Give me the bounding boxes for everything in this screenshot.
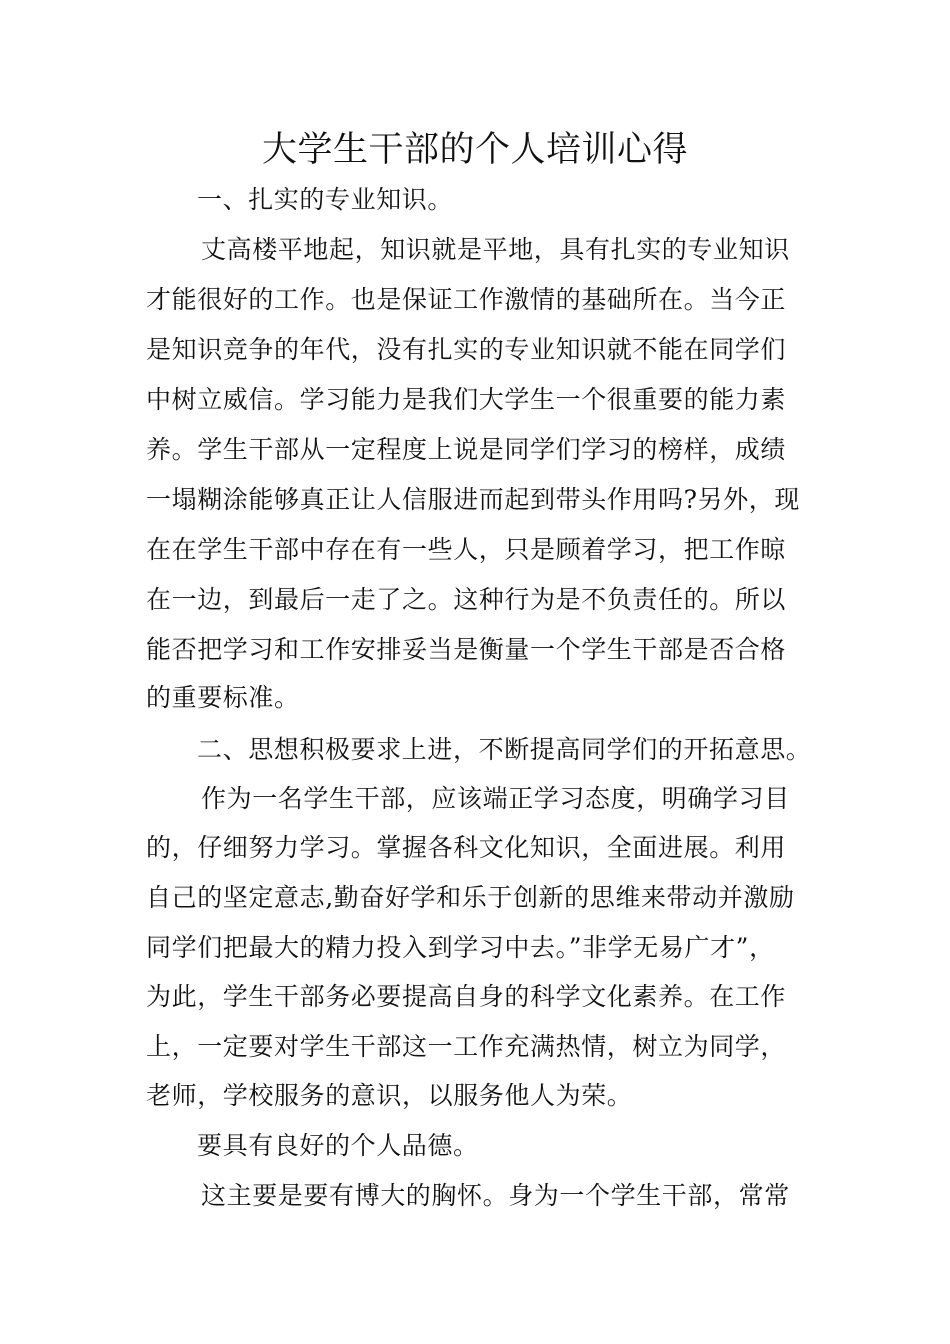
- paragraph-line: 为此，学生干部务必要提高自身的科学文化素养。在工作: [146, 982, 787, 1011]
- paragraph-line: 一塌糊涂能够真正让人信服进而起到带头作用吗?另外，现: [146, 485, 801, 514]
- paragraph-line: 老师，学校服务的意识，以服务他人为荣。: [146, 1081, 633, 1110]
- paragraph-line: 是知识竞争的年代，没有扎实的专业知识就不能在同学们: [146, 335, 787, 364]
- paragraph-line: 的重要标准。: [146, 683, 300, 712]
- section-heading-3: 要具有良好的个人品德。: [197, 1131, 479, 1160]
- paragraph-line: 的，仔细努力学习。掌握各科文化知识，全面进展。利用: [146, 833, 787, 862]
- paragraph-line: 才能很好的工作。也是保证工作激情的基础所在。当今正: [146, 285, 787, 314]
- paragraph-line: 中树立威信。学习能力是我们大学生一个很重要的能力素: [146, 385, 787, 414]
- document-title: 大学生干部的个人培训心得: [261, 130, 688, 170]
- paragraph-line: 丈高楼平地起，知识就是平地，具有扎实的专业知识: [201, 235, 790, 264]
- section-heading-2: 二、思想积极要求上进，不断提高同学们的开拓意思。: [197, 735, 812, 764]
- paragraph-line: 这主要是要有博大的胸怀。身为一个学生干部，常常: [201, 1181, 790, 1210]
- paragraph-line: 养。学生干部从一定程度上说是同学们学习的榜样，成绩: [146, 435, 787, 464]
- section-heading-1: 一、扎实的专业知识。: [197, 185, 454, 214]
- paragraph-line: 在在学生干部中存在有一些人，只是顾着学习，把工作晾: [146, 535, 787, 564]
- paragraph-line: 作为一名学生干部，应该端正学习态度，明确学习目: [201, 784, 790, 813]
- paragraph-line: 上，一定要对学生干部这一工作充满热情，树立为同学，: [146, 1032, 787, 1061]
- paragraph-line: 自己的坚定意志,勤奋好学和乐于创新的思维来带动并激励: [146, 883, 795, 912]
- paragraph-line: 同学们把最大的精力投入到学习中去。”非学无易广才”，: [146, 933, 775, 962]
- paragraph-line: 在一边，到最后一走了之。这种行为是不负责任的。所以: [146, 585, 787, 614]
- paragraph-line: 能否把学习和工作安排妥当是衡量一个学生干部是否合格: [146, 635, 787, 664]
